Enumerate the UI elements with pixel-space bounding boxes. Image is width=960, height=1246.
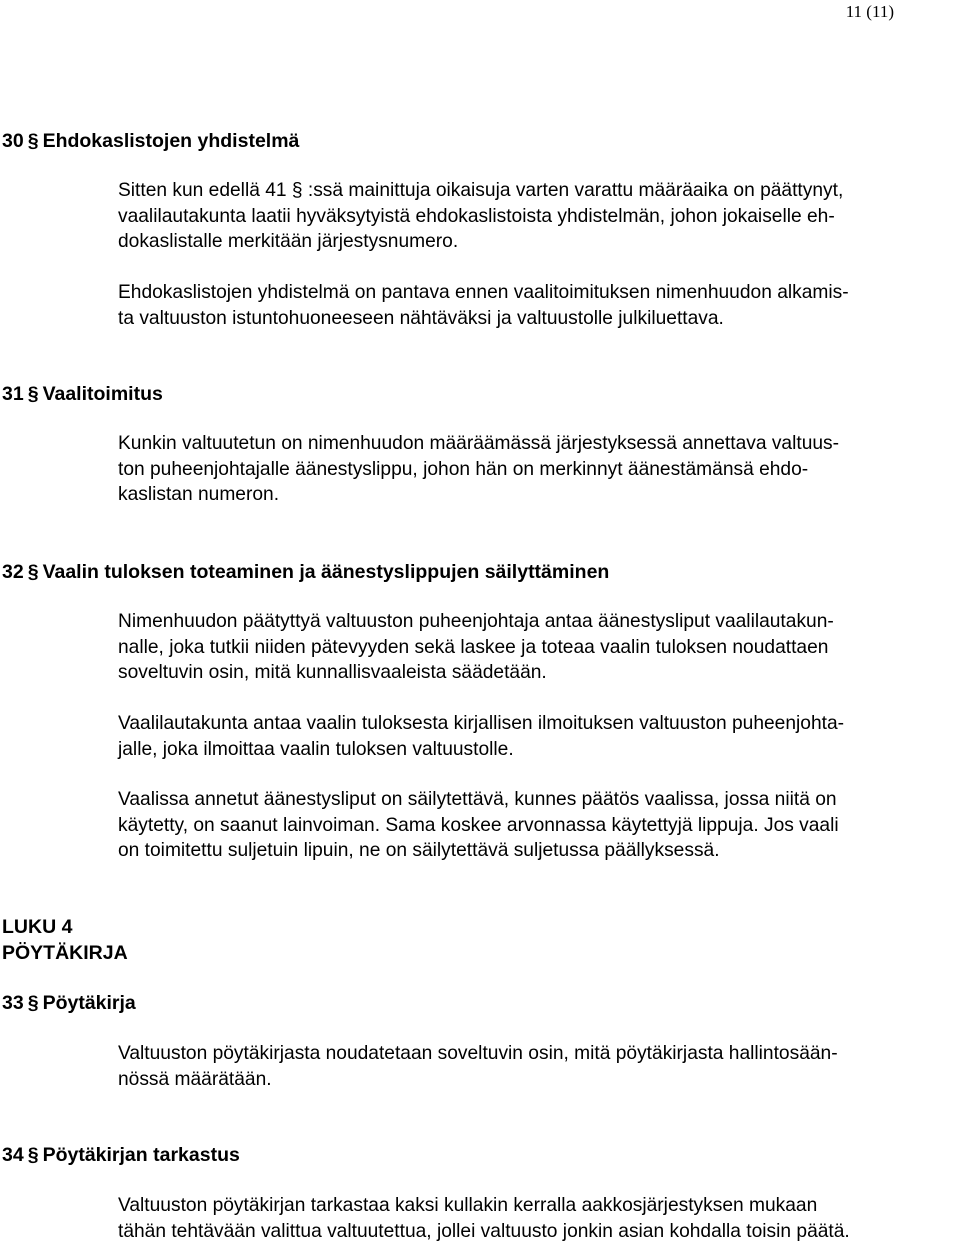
- section-30-paragraph-2: [118, 280, 960, 331]
- text-line: kaslistan numeron.: [118, 484, 280, 505]
- section-30-paragraph-1: [118, 178, 960, 255]
- section-number: 33: [2, 992, 24, 1014]
- section-heading-31: [2, 381, 163, 407]
- section-34-paragraph-1: [118, 1193, 960, 1244]
- section-32-paragraph-1: [118, 609, 960, 686]
- page-number: 11 (11): [845, 2, 894, 21]
- section-title: Ehdokaslistojen yhdistelmä: [42, 130, 300, 152]
- text-line: dokaslistalle merkitään järjestysnumero.: [118, 231, 459, 252]
- section-heading-33: [2, 990, 136, 1016]
- text-line: soveltuvin osin, mitä kunnallisvaaleista säädetään.: [118, 662, 547, 683]
- text-line: vaalilautakunta laatii hyväksytyistä ehdokaslistoista yhdistelmän, johon jokaiselle eh-: [118, 205, 835, 227]
- section-number: 31: [2, 383, 24, 405]
- section-title: Pöytäkirjan tarkastus: [42, 1144, 240, 1166]
- text-line: Valtuuston pöytäkirjasta noudatetaan soveltuvin osin, mitä pöytäkirjasta hallintosään-: [118, 1043, 838, 1064]
- section-sign-icon: §: [27, 383, 39, 405]
- section-33-paragraph-1: [118, 1041, 960, 1092]
- text-line: Nimenhuudon päätyttyä valtuuston puheenjohtaja antaa äänestysliput vaalilautakun-: [118, 611, 834, 632]
- text-line: Kunkin valtuutetun on nimenhuudon määräämässä järjestyksessä annettava valtuus-: [118, 433, 840, 454]
- section-number: 34: [2, 1144, 24, 1166]
- text-line: on toimitettu suljetuin lipuin, ne on säilytettävä suljetussa päällyksessä.: [118, 840, 720, 861]
- section-sign-icon: §: [27, 1144, 39, 1166]
- section-heading-30: [2, 128, 299, 154]
- text-line: jalle, joka ilmoittaa vaalin tuloksen valtuustolle.: [118, 738, 514, 760]
- chapter-number: LUKU 4: [2, 916, 73, 938]
- section-number: 32: [2, 561, 24, 583]
- text-line: Vaalissa annetut äänestysliput on säilytettävä, kunnes päätös vaalissa, jossa niitä on: [118, 789, 837, 810]
- text-line: ta valtuuston istuntohuoneeseen nähtäväksi ja valtuustolle julkiluettava.: [118, 307, 724, 329]
- section-sign-icon: §: [27, 561, 39, 583]
- text-line: Vaalilautakunta antaa vaalin tuloksesta kirjallisen ilmoituksen valtuuston puheenjohta-: [118, 713, 845, 734]
- section-number: 30: [2, 130, 24, 152]
- text-line: Ehdokaslistojen yhdistelmä on pantava ennen vaalitoimituksen nimenhuudon alkamis-: [118, 282, 849, 303]
- section-title: Vaalin tuloksen toteaminen ja äänestyslippujen säilyttäminen: [42, 561, 610, 583]
- text-line: tähän tehtävään valittua valtuutettua, jollei valtuusto jonkin asian kohdalla toisin päätä.: [118, 1220, 850, 1242]
- text-line: ton puheenjohtajalle äänestyslippu, johon hän on merkinnyt äänestämänsä ehdo-: [118, 458, 809, 480]
- section-title: Vaalitoimitus: [42, 383, 163, 405]
- chapter-title: PÖYTÄKIRJA: [2, 942, 128, 964]
- section-heading-32: [2, 559, 609, 585]
- text-line: Sitten kun edellä 41 § :ssä mainittuja oikaisuja varten varattu määräaika on päättynyt,: [118, 180, 844, 201]
- text-line: nalle, joka tutkii niiden pätevyyden sekä laskee ja toteaa vaalin tuloksen noudattaen: [118, 636, 829, 658]
- section-title: Pöytäkirja: [42, 992, 136, 1014]
- section-sign-icon: §: [27, 992, 39, 1014]
- section-heading-34: [2, 1142, 240, 1168]
- text-line: Valtuuston pöytäkirjan tarkastaa kaksi kullakin kerralla aakkosjärjestyksen mukaan: [118, 1195, 818, 1216]
- chapter-heading: [2, 914, 128, 966]
- section-31-paragraph-1: [118, 431, 960, 508]
- section-32-paragraph-2: [118, 711, 960, 762]
- section-32-paragraph-3: [118, 787, 960, 864]
- text-line: käytetty, on saanut lainvoiman. Sama koskee arvonnassa käytettyjä lippuja. Jos vaali: [118, 814, 839, 836]
- section-sign-icon: §: [27, 130, 39, 152]
- text-line: nössä määrätään.: [118, 1068, 272, 1090]
